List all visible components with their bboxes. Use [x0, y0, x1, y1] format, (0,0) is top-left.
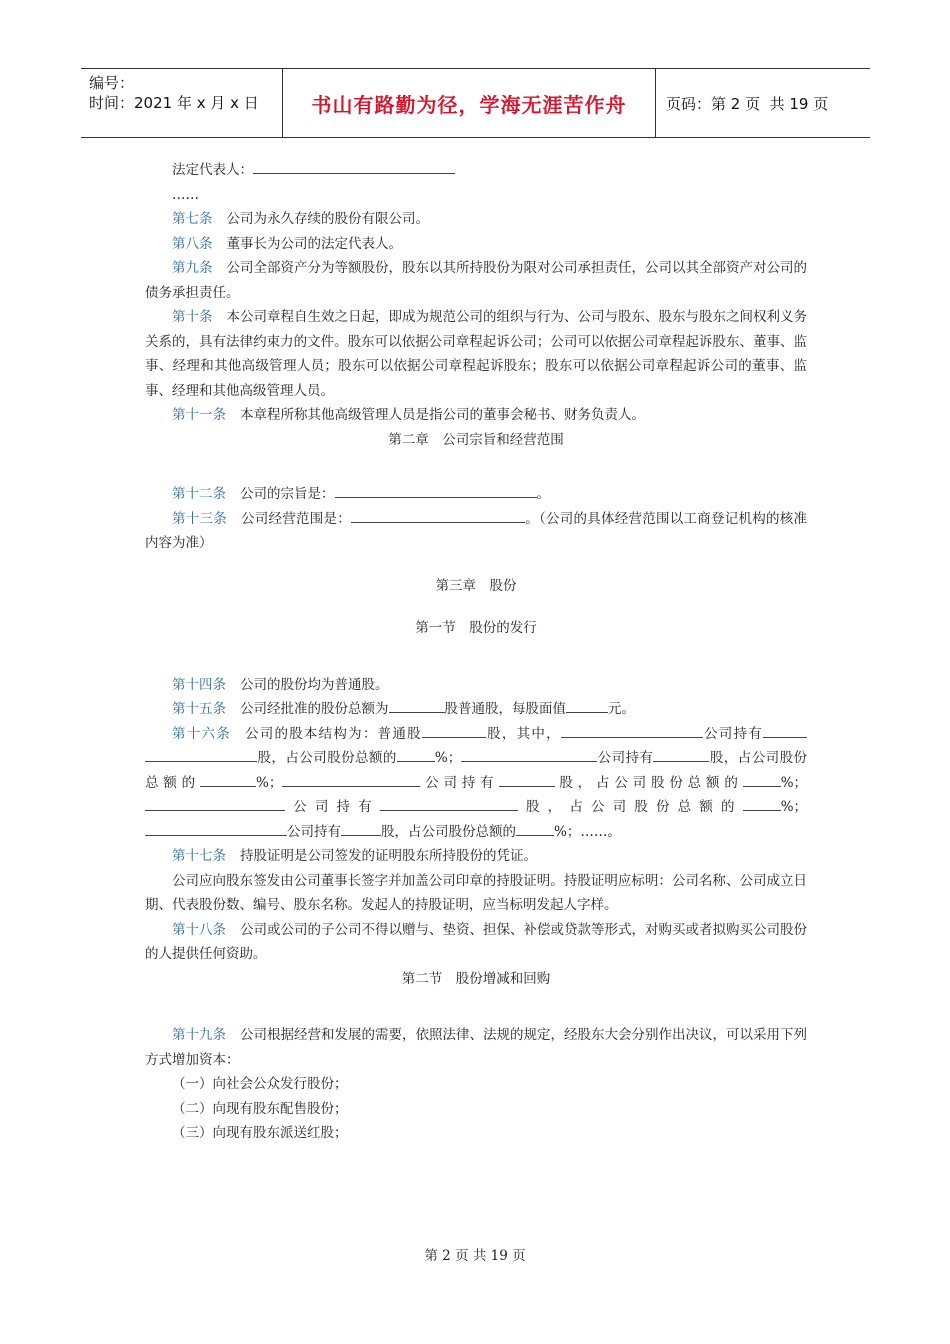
header-meta: [89, 73, 259, 113]
article-text: %；: [780, 799, 808, 815]
article-number: 第十二条: [172, 486, 226, 502]
legal-rep-line: [145, 158, 807, 183]
header-page-info: 页码：第 2 页 共 19 页: [666, 95, 829, 113]
article-text: 元。: [608, 701, 635, 717]
article-text: 。: [536, 486, 550, 502]
article-text: 公司的股本结构为：普通股: [244, 725, 422, 742]
article-text: 持股证明是公司签发的证明股东所持股份的凭证。: [240, 848, 537, 864]
article-15: [145, 697, 807, 722]
article-12: [145, 482, 807, 507]
list-item: （二）向现有股东配售股份；: [172, 1100, 348, 1117]
article-number: 第九条: [172, 260, 213, 276]
article-text: 本章程所称其他高级管理人员是指公司的董事会秘书、财务负责人。: [240, 407, 645, 423]
list-item: （一）向社会公众发行股份；: [172, 1076, 348, 1092]
section-1-title: 第一节 股份的发行: [415, 620, 537, 636]
blank-field: [253, 159, 455, 174]
article-number: 第十条: [172, 309, 213, 325]
blank-field: [743, 796, 781, 811]
article-number: 第十五条: [172, 701, 226, 717]
article-text: 股，占公司股份总额的: [145, 750, 808, 791]
article-number: 第十八条: [172, 921, 226, 938]
article-text: 公司持有: [702, 725, 764, 742]
blank-field: [341, 821, 381, 836]
doc-date: 时间：2021 年 x 月 x 日: [89, 94, 259, 112]
ellipsis-line: ……: [172, 186, 199, 203]
blank-field: [422, 723, 486, 738]
article-14: [145, 673, 807, 698]
article-8: [145, 232, 807, 257]
article-19: [145, 1023, 807, 1072]
article-11: [145, 403, 807, 428]
article-text: 公司为永久存续的股份有限公司。: [226, 211, 429, 227]
article-number: 第七条: [172, 211, 213, 227]
list-item: （三）向现有股东派送红股；: [172, 1125, 348, 1141]
blank-field: [461, 747, 597, 762]
blank-field: [561, 723, 703, 738]
article-13: [145, 507, 807, 556]
blank-field: [145, 796, 285, 811]
blank-field: [335, 483, 537, 498]
article-text: 股，占公司股份总额的: [554, 774, 743, 791]
blank-field: [516, 821, 554, 836]
article-number: 第十六条: [172, 725, 231, 742]
blank-field: [200, 772, 256, 787]
article-text: 公司全部资产分为等额股份，股东以其所持股份为限对公司承担责任，公司以其全部资产对公司的债务承担责任。: [145, 260, 807, 301]
article-text: 公司的股份均为普通股。: [240, 676, 389, 693]
article-text: 本公司章程自生效之日起，即成为规范公司的组织与行为、公司与股东、股东与股东之间权利义务关系的，具有法律约束力的文件。股东可以依据公司章程起诉公司；公司可以依据公司章程起诉股东、董事、监事、经理和其他高级管理人员；股东可以依据公司章程起诉股东；股东可以依据公司章程起诉公司的董事、监事、经理和其他高级管理人员。: [145, 309, 807, 399]
chapter-2-title: 第二章 公司宗旨和经营范围: [388, 431, 564, 448]
article-text: 股，占公司股份总额的: [257, 750, 397, 766]
article-17-paragraph: 公司应向股东签发由公司董事长签字并加盖公司印章的持股证明。持股证明应标明：公司名称、公司成立日期、代表股份数、编号、股东名称。发起人的持股证明，应当标明发起人字样。: [145, 872, 807, 913]
blank-field: [653, 747, 709, 762]
article-text: 公司持有: [420, 774, 499, 791]
article-text: 公司持有: [285, 799, 380, 815]
blank-field: [499, 772, 555, 787]
article-text: 公司或公司的子公司不得以赠与、垫资、担保、补偿或贷款等形式，对购买或者拟购买公司股份的人提供任何资助。: [145, 921, 807, 962]
blank-field: [351, 508, 525, 523]
document-body: [145, 158, 807, 1146]
article-text: 。（公司的具体经营范围以工商登记机构的核准内容为准）: [145, 510, 807, 551]
article-text: 董事长为公司的法定代表人。: [226, 235, 402, 252]
article-text: %；: [256, 774, 283, 791]
blank-field: [145, 821, 287, 836]
section-2-title: 第二节 股份增减和回购: [401, 970, 551, 987]
article-number: 第十四条: [172, 676, 226, 693]
blank-field: [566, 698, 608, 713]
chapter-3-title: 第三章 股份: [435, 577, 517, 594]
article-text: 公司经营范围是：: [241, 510, 351, 527]
article-text: 公司持有: [287, 823, 341, 840]
article-number: 第十七条: [172, 848, 226, 864]
article-text: %；……。: [554, 823, 621, 840]
article-text: 股，占公司股份总额的: [517, 799, 743, 815]
article-text: 公司根据经营和发展的需要，依照法律、法规的规定，经股东大会分别作出决议，可以采用下列方式增加资本：: [145, 1027, 807, 1068]
header-divider: [655, 69, 656, 137]
legal-rep-label: 法定代表人：: [172, 162, 253, 178]
article-16: [145, 722, 807, 845]
blank-field: [145, 747, 257, 762]
page-footer: 第 2 页 共 19 页: [424, 1248, 526, 1264]
doc-number: 编号：: [89, 74, 135, 92]
article-text: 股，其中，: [485, 725, 561, 742]
article-text: %；: [434, 750, 462, 766]
blank-field: [763, 723, 807, 738]
page-header: [81, 68, 870, 138]
article-17: [145, 844, 807, 869]
article-text: 股普通股，每股面值: [444, 701, 566, 717]
article-text: 公司经批准的股份总额为: [240, 701, 389, 717]
article-text: %；: [780, 774, 808, 791]
blank-field: [380, 796, 518, 811]
article-9: [145, 256, 807, 305]
article-text: 公司持有: [597, 750, 654, 766]
article-text: 公司的宗旨是：: [240, 486, 335, 502]
article-number: 第十一条: [172, 407, 226, 423]
article-18: [145, 918, 807, 967]
blank-field: [743, 772, 781, 787]
article-number: 第十九条: [172, 1027, 226, 1043]
article-text: 股，占公司股份总额的: [381, 823, 516, 840]
blank-field: [389, 698, 445, 713]
blank-field: [397, 747, 435, 762]
blank-field: [282, 772, 420, 787]
article-10: [145, 305, 807, 403]
article-7: [145, 207, 807, 232]
article-number: 第八条: [172, 235, 213, 252]
header-motto: 书山有路勤为径，学海无涯苦作舟: [311, 92, 627, 117]
article-number: 第十三条: [172, 510, 227, 527]
